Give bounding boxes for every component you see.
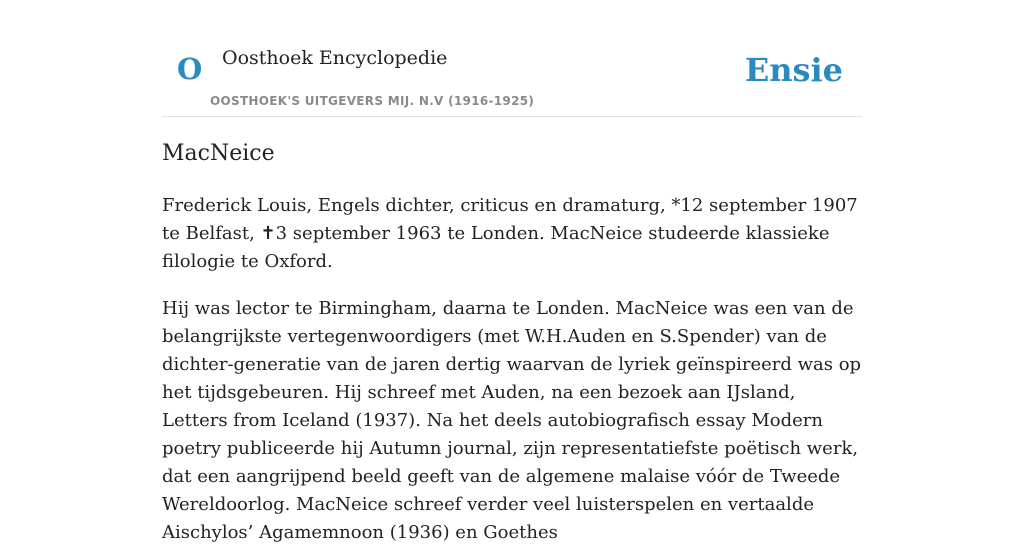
entry-paragraph: Hij was lector te Birmingham, daarna te Londen. MacNeice was een van de belangrijkste vertegenwoordigers (met W.H.Auden en S.Spender) van de dichter-generatie van de jaren dertig waarvan de lyriek geïnspireerd was op het tijdsgebeuren. Hij schreef met Auden, na een bezoek aan IJsland, Letters from Iceland (1937). Na het deels autobiografisch essay Modern poetry publiceerde hij Autumn journal, zijn representatiefste poëtisch werk, dat een aangrijpend beeld geeft van de algemene malaise vóór de Tweede Wereldoorlog. MacNeice schreef verder veel luisterspelen en vertaalde Aischylos’ Agamemnoon (1936) en Goethes: [162, 298, 862, 543]
source-header: [162, 0, 862, 117]
source-subtitle: OOSTHOEK'S UITGEVERS MIJ. N.V (1916-1925): [210, 94, 535, 108]
page: [162, 0, 862, 543]
entry-paragraph: Frederick Louis, Engels dichter, criticus en dramaturg, *12 september 1907 te Belfast, ✝3 september 1963 te Londen. MacNeice studeerde klassieke filologie te Oxford.: [162, 195, 858, 272]
source-title-link[interactable]: Oosthoek Encyclopedie: [222, 47, 448, 69]
entry-title: MacNeice: [162, 141, 275, 166]
source-logo-icon[interactable]: O: [177, 52, 203, 86]
ensie-logo-link[interactable]: Ensie: [744, 51, 843, 89]
